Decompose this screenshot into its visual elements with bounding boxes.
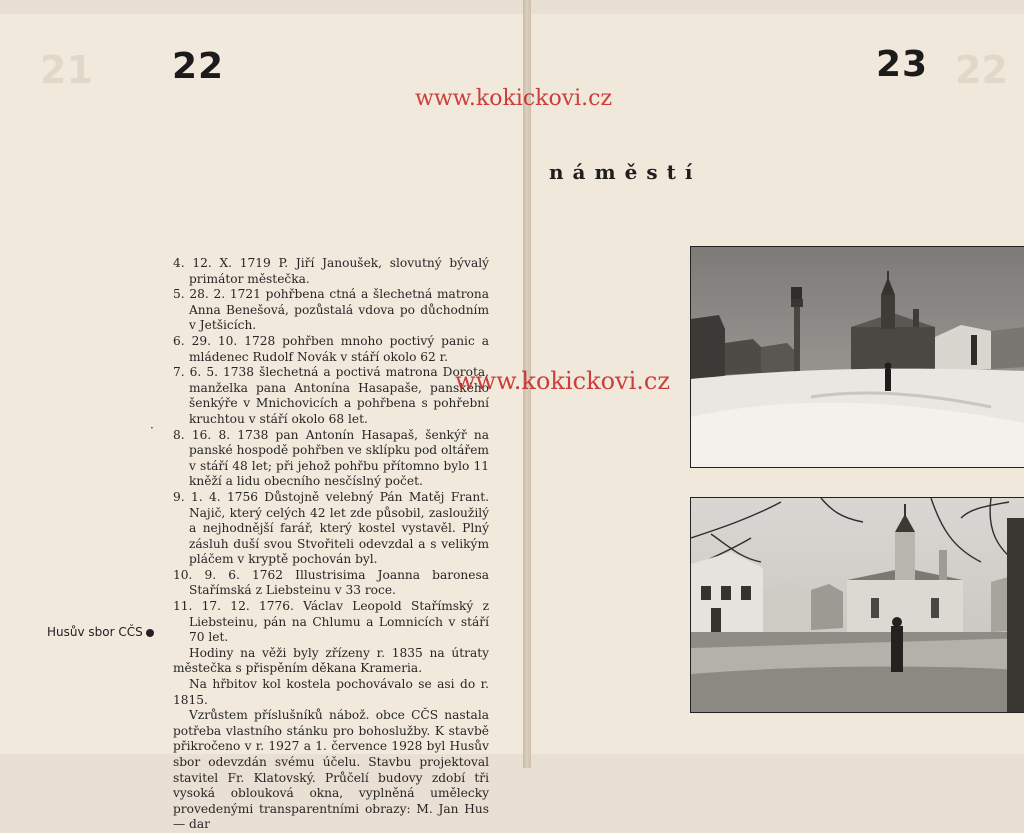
section-heading: náměstí <box>549 160 702 184</box>
page-number-left: 22 <box>172 46 225 87</box>
bullet-icon <box>146 629 154 637</box>
burial-entry: 6. 29. 10. 1728 pohřben mnoho poctivý panic a mládenec Rudolf Novák v stáří okolo 62 r. <box>173 333 489 364</box>
burial-entry: 11. 17. 12. 1776. Václav Leopold Stařímský z Liebsteinu, pán na Chlumu a Lomnicích v stáří 70 let. <box>173 599 489 645</box>
burial-entry: 4. 12. X. 1719 P. Jiří Janoušek, slovutný bývalý primátor městečka. <box>173 256 489 286</box>
ghost-page-number-right: 22 <box>955 48 1008 92</box>
watermark: www.kokickovi.cz <box>455 367 671 395</box>
margin-note <box>47 625 154 639</box>
margin-note-label: Husův sbor CČS <box>47 625 143 639</box>
body-text <box>173 256 489 833</box>
margin-dot: · <box>150 421 154 435</box>
watermark: www.kokickovi.cz <box>415 86 613 111</box>
ghost-page-number-left: 21 <box>40 48 93 92</box>
burial-entry: 10. 9. 6. 1762 Illustrisima Joanna baronesa Stařímská z Liebsteinu v 33 roce. <box>173 567 489 598</box>
paragraph: Hodiny na věži byly zřízeny r. 1835 na útraty městečka s přispěním děkana Krameria. <box>173 645 489 676</box>
page-number-right: 23 <box>876 44 929 85</box>
burial-entry: 8. 16. 8. 1738 pan Antonín Hasapaš, šenkýř na panské hospodě pohřben ve sklípku pod oltářem v stáří 48 let; při jehož pohřbu přítomno bylo 11 kněží a lidu obecního nesčíslný počet. <box>173 427 489 489</box>
paragraph: Vzrůstem příslušníků nábož. obce CČS nastala potřeba vlastního stánku pro bohoslužby. K stavbě přikročeno v r. 1927 a 1. července 1928 byl Husův sbor odevzdán svému účelu. Stavbu projektoval stavitel Fr. Klatovský. Průčelí budovy zdobí tři vysoká oblouková okna, vyplněná umělecky provedenými transparentními obrazy: M. Jan Hus — dar <box>173 708 489 832</box>
church-and-houses-photo <box>690 497 1024 713</box>
winter-square-photo <box>690 246 1024 468</box>
burial-entry: 7. 6. 5. 1738 šlechetná a poctivá matrona Dorota, manželka pana Antonína Hasapaše, panského šenkýře v Mnichovicích a pohřbena s pohřební kruchtou v stáří okolo 68 let. <box>173 365 489 426</box>
burial-entry: 9. 1. 4. 1756 Důstojně velebný Pán Matěj Frant. Najič, který celých 42 let zde působil, zasloužilý a nejhodnější farář, který kostel vystavěl. Plný zásluh duší svou Stvořiteli odevzdal a s velikým pláčem v kryptě pochován byl. <box>173 489 489 567</box>
burial-entry: 5. 28. 2. 1721 pohřbena ctná a šlechetná matrona Anna Benešová, pozůstalá vdova po důchodním v Jetšicích. <box>173 287 489 333</box>
paragraph: Na hřbitov kol kostela pochovávalo se asi do r. 1815. <box>173 677 489 707</box>
